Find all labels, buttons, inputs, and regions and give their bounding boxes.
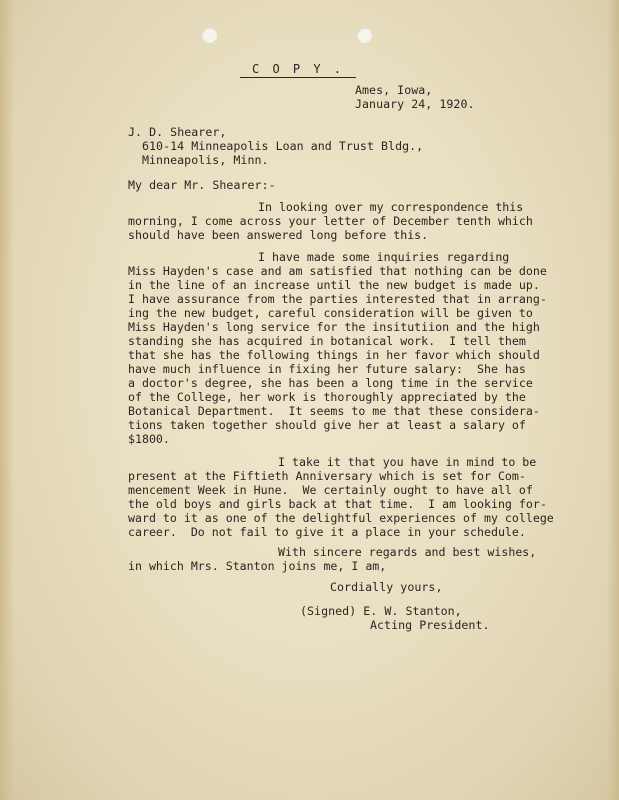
signature: (Signed) E. W. Stanton, (300, 604, 462, 618)
copy-heading: C O P Y . (240, 62, 356, 78)
paragraph-line: should have been answered long before this. (128, 228, 429, 242)
paragraph-line: mencement Week in Hune. We certainly ought to have all of (128, 483, 533, 497)
paragraph-line: In looking over my correspondence this (258, 200, 524, 214)
closing: Cordially yours, (330, 580, 443, 594)
paragraph-line: of the College, her work is thoroughly appreciated by the (128, 390, 526, 404)
paragraph-line: in which Mrs. Stanton joins me, I am, (128, 559, 387, 573)
paragraph-line: ward to it as one of the delightful experiences of my college (128, 511, 554, 525)
date-line: January 24, 1920. (355, 97, 475, 111)
recipient-name: J. D. Shearer, (128, 125, 227, 139)
paragraph-line: have much influence in fixing her future salary: She has (128, 362, 526, 376)
paragraph-2 (128, 250, 588, 446)
paragraph-3 (128, 455, 588, 539)
paragraph-line: I have made some inquiries regarding (258, 250, 510, 264)
paragraph-line: tions taken together should give her at least a salary of (128, 418, 526, 432)
paragraph-line: the old boys and girls back at that time. I am looking for- (128, 497, 547, 511)
paragraph-line: present at the Fiftieth Anniversary which is set for Com- (128, 469, 526, 483)
paragraph-1 (128, 200, 588, 242)
punch-hole-left (201, 27, 217, 43)
salutation: My dear Mr. Shearer:- (128, 178, 276, 192)
paragraph-line: in the line of an increase until the new budget is made up. (128, 278, 540, 292)
paragraph-line: Miss Hayden's long service for the insitutiion and the high (128, 320, 540, 334)
paper-edge-left (0, 0, 14, 800)
paragraph-line: I take it that you have in mind to be (278, 455, 537, 469)
paragraph-line: I have assurance from the parties interested that in arrang- (128, 292, 547, 306)
paper-edge-right (607, 0, 619, 800)
paragraph-line: $1800. (128, 432, 170, 446)
punch-hole-right (356, 27, 372, 43)
signer-title: Acting President. (370, 618, 490, 632)
paragraph-line: Botanical Department. It seems to me that these considera- (128, 404, 540, 418)
paragraph-line: morning, I come across your letter of December tenth which (128, 214, 533, 228)
paragraph-4 (128, 545, 588, 573)
place-line: Ames, Iowa, (355, 83, 433, 97)
paragraph-line: Miss Hayden's case and am satisfied that nothing can be done (128, 264, 547, 278)
paragraph-line: ing the new budget, careful consideration will be given to (128, 306, 533, 320)
recipient-address-line1: 610-14 Minneapolis Loan and Trust Bldg., (142, 139, 424, 153)
paragraph-line: a doctor's degree, she has been a long time in the service (128, 376, 533, 390)
recipient-address-line2: Minneapolis, Minn. (142, 153, 269, 167)
paragraph-line: With sincere regards and best wishes, (278, 545, 537, 559)
paragraph-line: career. Do not fail to give it a place in your schedule. (128, 525, 526, 539)
paragraph-line: standing she has acquired in botanical work. I tell them (128, 334, 526, 348)
paragraph-line: that she has the following things in her favor which should (128, 348, 540, 362)
